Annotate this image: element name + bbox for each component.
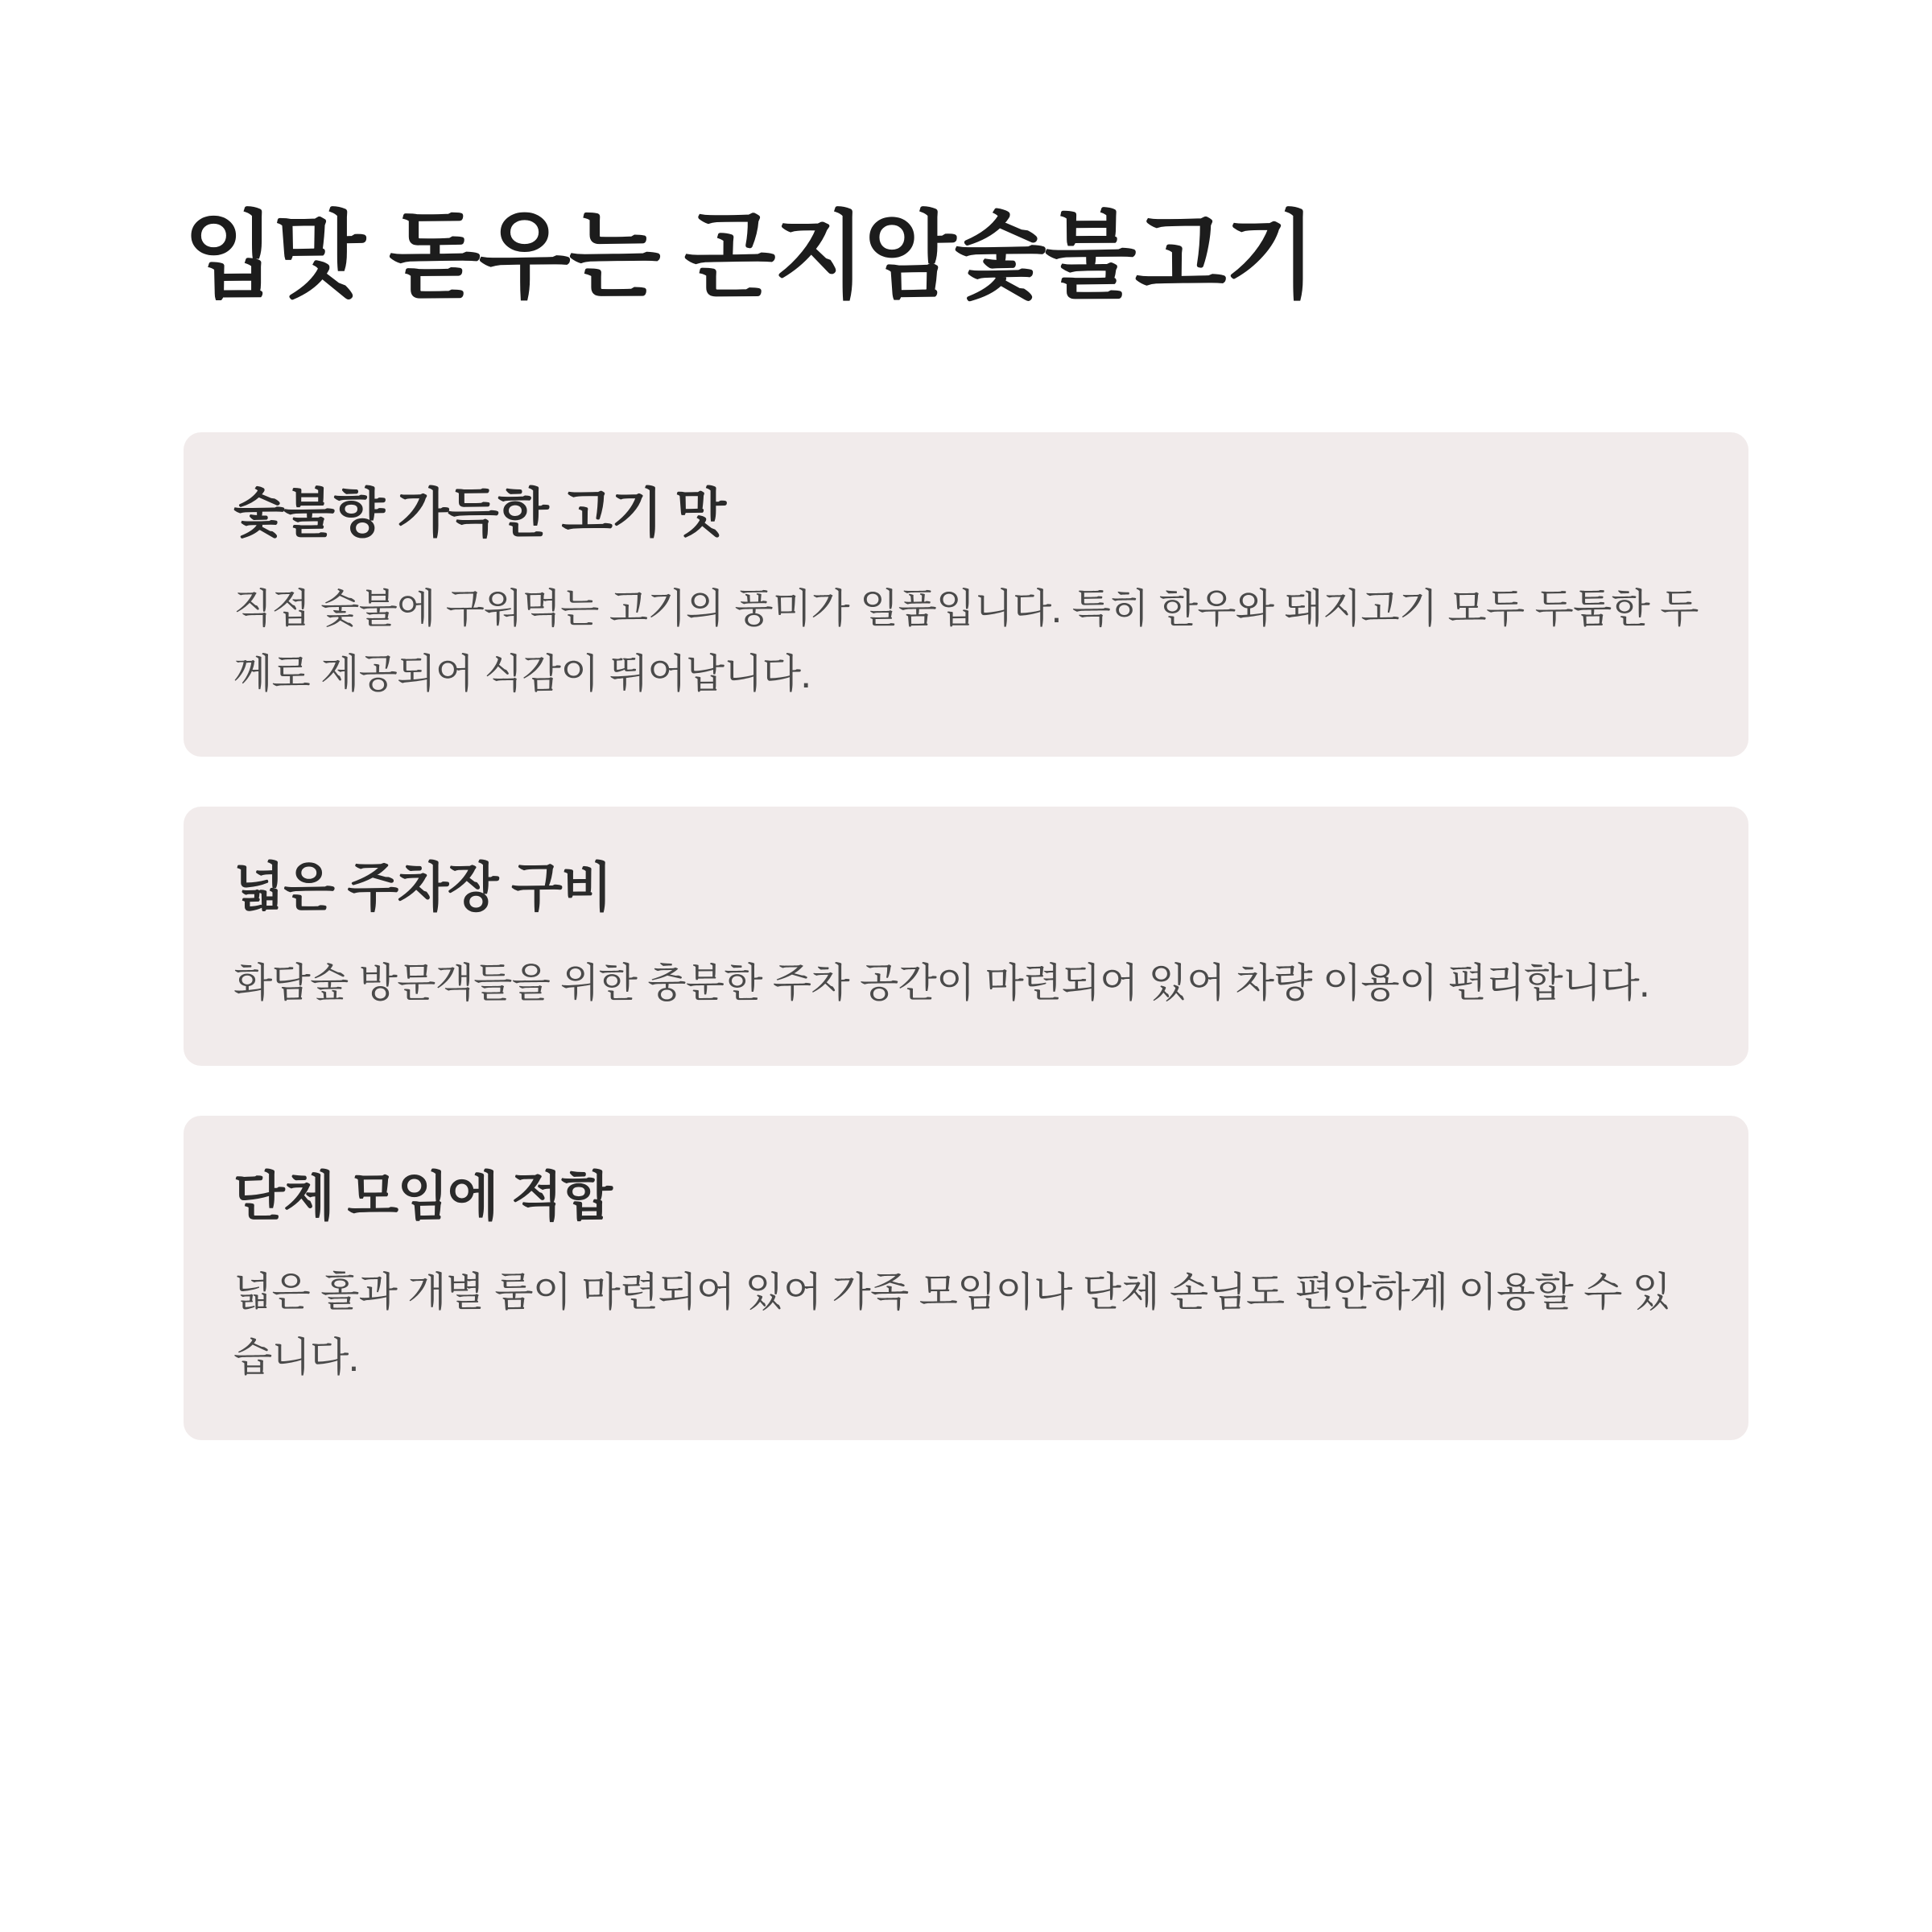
- feature-card-body: 넓은 홀과 개별 룸이 마련되어 있어 가족 모임이나 단체 손님도 편안하게 이용할 수 있습니다.: [233, 1269, 1671, 1381]
- feature-card: [184, 432, 1748, 757]
- feature-card-title: 숯불향 가득한 고기 맛: [233, 482, 725, 543]
- feature-card-body: 화담숲 방문객들을 위한 충분한 주차 공간이 마련되어 있어 차량 이용이 편리합니다.: [233, 960, 1650, 1006]
- feature-card: [184, 1116, 1748, 1440]
- page-title: 입맛 돋우는 곤지암숯불고기: [184, 204, 1315, 310]
- feature-card-title: 넓은 주차장 구비: [233, 857, 612, 918]
- feature-card-body: 직접 숯불에 구워먹는 고기의 풍미가 일품입니다. 특히 한우와 돼지고기 모두 두툼한 두께로 제공되어 식감이 뛰어납니다.: [233, 586, 1699, 697]
- feature-card-list: [184, 432, 1748, 1440]
- feature-card-title: 단체 모임에 적합: [233, 1166, 612, 1227]
- feature-card: [184, 807, 1748, 1066]
